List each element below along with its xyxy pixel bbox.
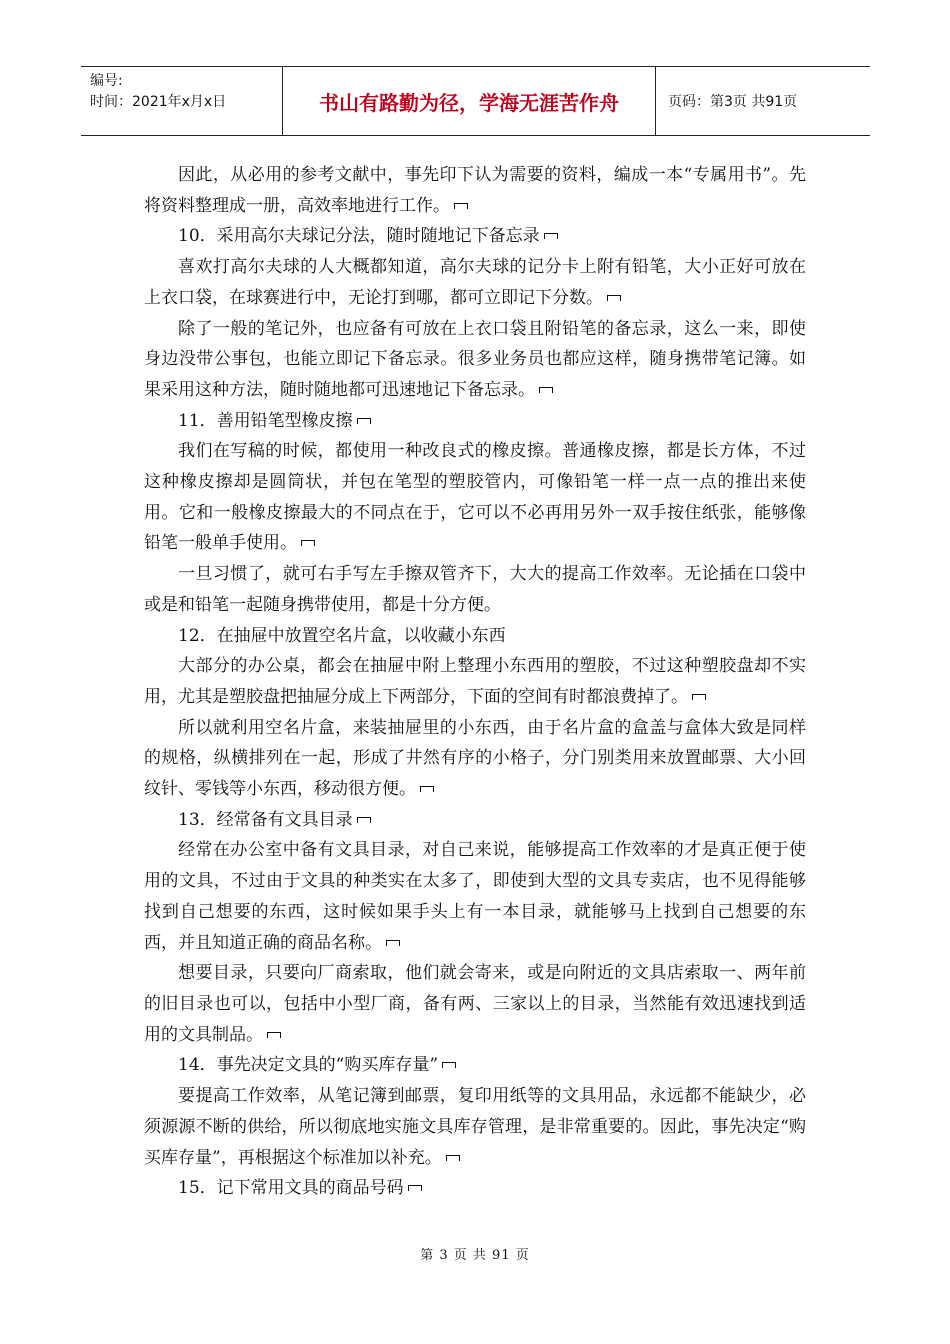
- document-time-label: 时间：2021年x月x日: [90, 94, 227, 110]
- section-heading: [144, 221, 806, 252]
- document-number-label: 编号:: [90, 73, 123, 89]
- body-paragraph: [144, 713, 806, 805]
- paragraph-text: 除了一般的笔记外，也应备有可放在上衣口袋且附铅笔的备忘录，这么一来，即使身边没带公事包，也能立即记下备忘录。很多业务员也都应这样，随身携带笔记簿。如果采用这种方法，随时随地都可迅速地记下备忘录。: [144, 318, 806, 400]
- header-page-label: 页码：第3页 共91页: [668, 94, 798, 110]
- paragraph-text: 大部分的办公桌，都会在抽屉中附上整理小东西用的塑胶，不过这种塑胶盘却不实用，尤其是塑胶盘把抽屉分成上下两部分，下面的空间有时都浪费掉了。: [144, 656, 806, 707]
- paragraph-mark-icon: [420, 786, 434, 792]
- body-paragraph: [144, 835, 806, 958]
- body-paragraph: [144, 1081, 806, 1173]
- paragraph-mark-icon: [454, 203, 468, 209]
- body-paragraph: [144, 958, 806, 1050]
- body-paragraph: [144, 436, 806, 559]
- paragraph-text: 一旦习惯了，就可右手写左手擦双管齐下，大大的提高工作效率。无论插在口袋中或是和铅笔一起随身携带使用，都是十分方便。: [144, 564, 806, 615]
- body-paragraph: [144, 651, 806, 712]
- paragraph-text: 14．事先决定文具的“购买库存量”: [178, 1055, 439, 1076]
- paragraph-mark-icon: [408, 1185, 422, 1191]
- section-heading: [144, 621, 806, 652]
- paragraph-text: 经常在办公室中备有文具目录，对自己来说，能够提高工作效率的才是真正便于使用的文具，不过由于文具的种类实在太多了，即使到大型的文具专卖店，也不见得能够找到自己想要的东西，这时候如果手头上有一本目录，就能够马上找到自己想要的东西，并且知道正确的商品名称。: [144, 840, 806, 953]
- body-paragraph: [144, 559, 806, 620]
- header-info: [81, 67, 283, 135]
- paragraph-text: 15．记下常用文具的商品号码: [178, 1178, 404, 1199]
- paragraph-mark-icon: [539, 387, 553, 393]
- paragraph-text: 因此，从必用的参考文献中，事先印下认为需要的资料，编成一本“专属用书”。先将资料整理成一册，高效率地进行工作。: [144, 165, 806, 216]
- section-heading: [144, 1173, 806, 1204]
- paragraph-text: 所以就利用空名片盒，来装抽屉里的小东西，由于名片盒的盒盖与盒体大致是同样的规格，纵横排列在一起，形成了井然有序的小格子，分门别类用来放置邮票、大小回纹针、零钱等小东西，移动很方便。: [144, 717, 806, 800]
- paragraph-mark-icon: [301, 540, 315, 546]
- paragraph-mark-icon: [442, 1062, 456, 1068]
- paragraph-text: 10．采用高尔夫球记分法，随时随地记下备忘录: [178, 226, 540, 247]
- paragraph-text: 11．善用铅笔型橡皮擦: [178, 410, 353, 431]
- paragraph-mark-icon: [544, 233, 558, 239]
- body-paragraph: [144, 160, 806, 221]
- section-heading: [144, 1050, 806, 1081]
- paragraph-text: 要提高工作效率，从笔记簿到邮票，复印用纸等的文具用品，永远都不能缺少，必须源源不断的供给，所以彻底地实施文具库存管理，是非常重要的。因此，事先决定“购买库存量”，再根据这个标准加以补充。: [144, 1086, 806, 1168]
- section-heading: [144, 805, 806, 836]
- paragraph-text: 想要目录，只要向厂商索取，他们就会寄来，或是向附近的文具店索取一、两年前的旧目录也可以，包括中小型厂商，备有两、三家以上的目录，当然能有效迅速找到适用的文具制品。: [144, 963, 806, 1045]
- paragraph-text: 喜欢打高尔夫球的人大概都知道，高尔夫球的记分卡上附有铅笔，大小正好可放在上衣口袋，在球赛进行中，无论打到哪，都可立即记下分数。: [144, 257, 806, 308]
- paragraph-mark-icon: [357, 418, 371, 424]
- section-heading: [144, 406, 806, 437]
- header-motto: 书山有路勤为径，学海无涯苦作舟: [283, 67, 656, 135]
- paragraph-text: 13．经常备有文具目录: [178, 809, 353, 830]
- paragraph-mark-icon: [607, 295, 621, 301]
- body-paragraph: [144, 252, 806, 313]
- paragraph-mark-icon: [446, 1155, 460, 1161]
- paragraph-mark-icon: [386, 940, 400, 946]
- document-body: [144, 160, 806, 1204]
- page-footer: 第 3 页 共 91 页: [420, 1248, 530, 1263]
- paragraph-mark-icon: [267, 1032, 281, 1038]
- document-header: [81, 66, 870, 136]
- paragraph-mark-icon: [357, 817, 371, 823]
- body-paragraph: [144, 314, 806, 406]
- paragraph-mark-icon: [692, 694, 706, 700]
- paragraph-text: 12．在抽屉中放置空名片盒，以收藏小东西: [178, 625, 506, 646]
- paragraph-text: 我们在写稿的时候，都使用一种改良式的橡皮擦。普通橡皮擦，都是长方体，不过这种橡皮擦却是圆筒状，并包在笔型的塑胶管内，可像铅笔一样一点一点的推出来使用。它和一般橡皮擦最大的不同点在于，它可以不必再用另外一双手按住纸张，能够像铅笔一般单手使用。: [144, 441, 806, 554]
